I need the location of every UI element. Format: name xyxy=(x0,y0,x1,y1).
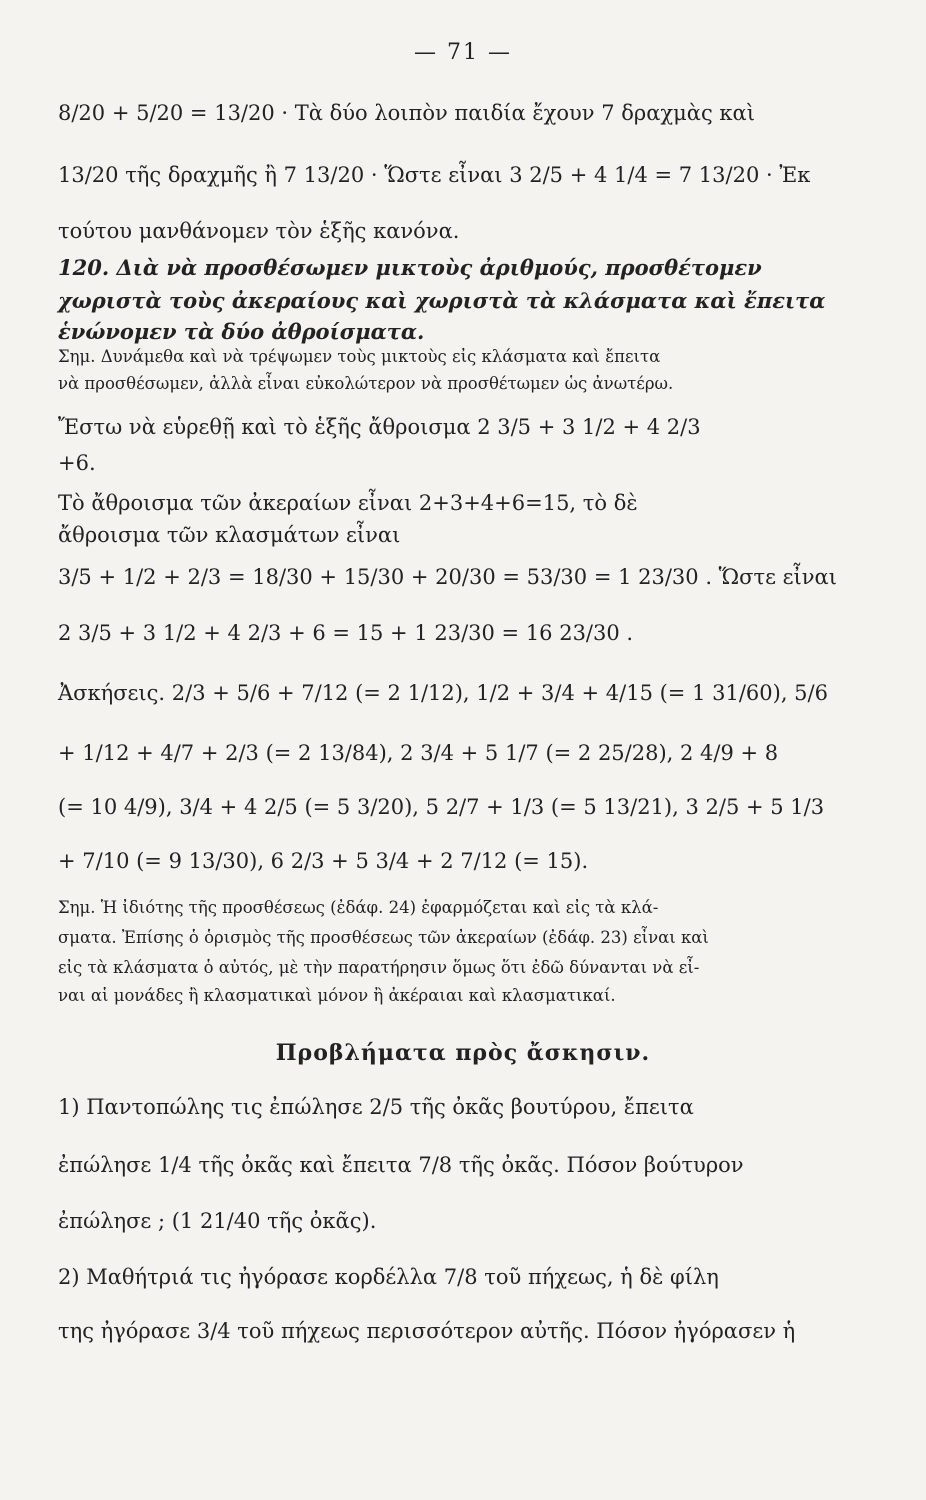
text-line-sum-integers: Τὸ ἄθροισμα τῶν ἀκεραίων εἶναι 2+3+4+6=15, τὸ δὲ xyxy=(58,491,638,515)
note2-line-1: Σημ. Ἡ ἰδιότης τῆς προσθέσεως (ἐδάφ. 24) ἐφαρμόζεται καὶ εἰς τὰ κλά- xyxy=(58,898,659,917)
text-line-3: τούτου μανθάνομεν τὸν ἑξῆς κανόνα. xyxy=(58,219,460,243)
equation-total: 2 3/5 + 3 1/2 + 4 2/3 + 6 = 15 + 1 23/30 = 16 23/30 . xyxy=(58,621,634,645)
note-line-2: νὰ προσθέσωμεν, ἀλλὰ εἶναι εὐκολώτερον νὰ προσθέτωμεν ὡς ἀνωτέρω. xyxy=(58,374,674,393)
text-line-1: 8/20 + 5/20 = 13/20 · Τὰ δύο λοιπὸν παιδία ἔχουν 7 δραχμὰς καὶ xyxy=(58,101,755,125)
exercises-line-1: Ἀσκήσεις. 2/3 + 5/6 + 7/12 (= 2 1/12), 1/2 + 3/4 + 4/15 (= 1 31/60), 5/6 xyxy=(58,681,828,705)
note2-line-3: εἰς τὰ κλάσματα ὁ αὐτός, μὲ τὴν παρατήρησιν ὅμως ὅτι ἐδῶ δύνανται νὰ εἶ- xyxy=(58,958,700,977)
problem-2-line-2: της ἠγόρασε 3/4 τοῦ πήχεως περισσότερον αὐτῆς. Πόσον ἠγόρασεν ἡ xyxy=(58,1319,796,1343)
text-line-2: 13/20 τῆς δραχμῆς ἢ 7 13/20 · Ὥστε εἶναι 3 2/5 + 4 1/4 = 7 13/20 · Ἐκ xyxy=(58,163,811,187)
problem-1-line-2: ἐπώλησε 1/4 τῆς ὀκᾶς καὶ ἔπειτα 7/8 τῆς ὀκᾶς. Πόσον βούτυρον xyxy=(58,1153,744,1177)
section-heading-120-line-2: χωριστὰ τοὺς ἀκεραίους καὶ χωριστὰ τὰ κλάσματα καὶ ἔπειτα xyxy=(58,288,826,313)
page-number: — 71 — xyxy=(414,40,512,65)
exercises-line-2: + 1/12 + 4/7 + 2/3 (= 2 13/84), 2 3/4 + 5 1/7 (= 2 25/28), 2 4/9 + 8 xyxy=(58,741,779,765)
section-heading-120-line-3: ἑνώνομεν τὰ δύο ἀθροίσματα. xyxy=(58,319,425,344)
equation-fractions: 3/5 + 1/2 + 2/3 = 18/30 + 15/30 + 20/30 = 53/30 = 1 23/30 . Ὥστε εἶναι xyxy=(58,565,837,589)
section-heading-120-line-1: 120. Διὰ νὰ προσθέσωμεν μικτοὺς ἀριθμούς, προσθέτομεν xyxy=(58,255,762,280)
problem-2-line-1: 2) Μαθήτριά τις ἠγόρασε κορδέλλα 7/8 τοῦ πήχεως, ἡ δὲ φίλη xyxy=(58,1265,719,1289)
exercises-line-4: + 7/10 (= 9 13/30), 6 2/3 + 5 3/4 + 2 7/12 (= 15). xyxy=(58,849,589,873)
exercises-line-3: (= 10 4/9), 3/4 + 4 2/5 (= 5 3/20), 5 2/7 + 1/3 (= 5 13/21), 3 2/5 + 5 1/3 xyxy=(58,795,825,819)
text-line-sum-fractions-label: ἄθροισμα τῶν κλασμάτων εἶναι xyxy=(58,523,401,547)
text-line-example-cont: +6. xyxy=(58,451,96,475)
text-line-example: Ἔστω νὰ εὑρεθῇ καὶ τὸ ἑξῆς ἄθροισμα 2 3/5 + 3 1/2 + 4 2/3 xyxy=(58,415,701,439)
note2-line-2: σματα. Ἐπίσης ὁ ὁρισμὸς τῆς προσθέσεως τῶν ἀκεραίων (ἐδάφ. 23) εἶναι καὶ xyxy=(58,928,709,947)
note-line-1: Σημ. Δυνάμεθα καὶ νὰ τρέψωμεν τοὺς μικτοὺς εἰς κλάσματα καὶ ἔπειτα xyxy=(58,347,661,366)
note2-line-4: ναι αἱ μονάδες ἢ κλασματικαὶ μόνον ἢ ἀκέραιαι καὶ κλασματικαί. xyxy=(58,986,616,1005)
problems-heading: Προβλήματα πρὸς ἄσκησιν. xyxy=(275,1040,651,1066)
problem-1-line-1: 1) Παντοπώλης τις ἐπώλησε 2/5 τῆς ὀκᾶς βουτύρου, ἔπειτα xyxy=(58,1095,694,1119)
problem-1-line-3: ἐπώλησε ; (1 21/40 τῆς ὀκᾶς). xyxy=(58,1209,377,1233)
